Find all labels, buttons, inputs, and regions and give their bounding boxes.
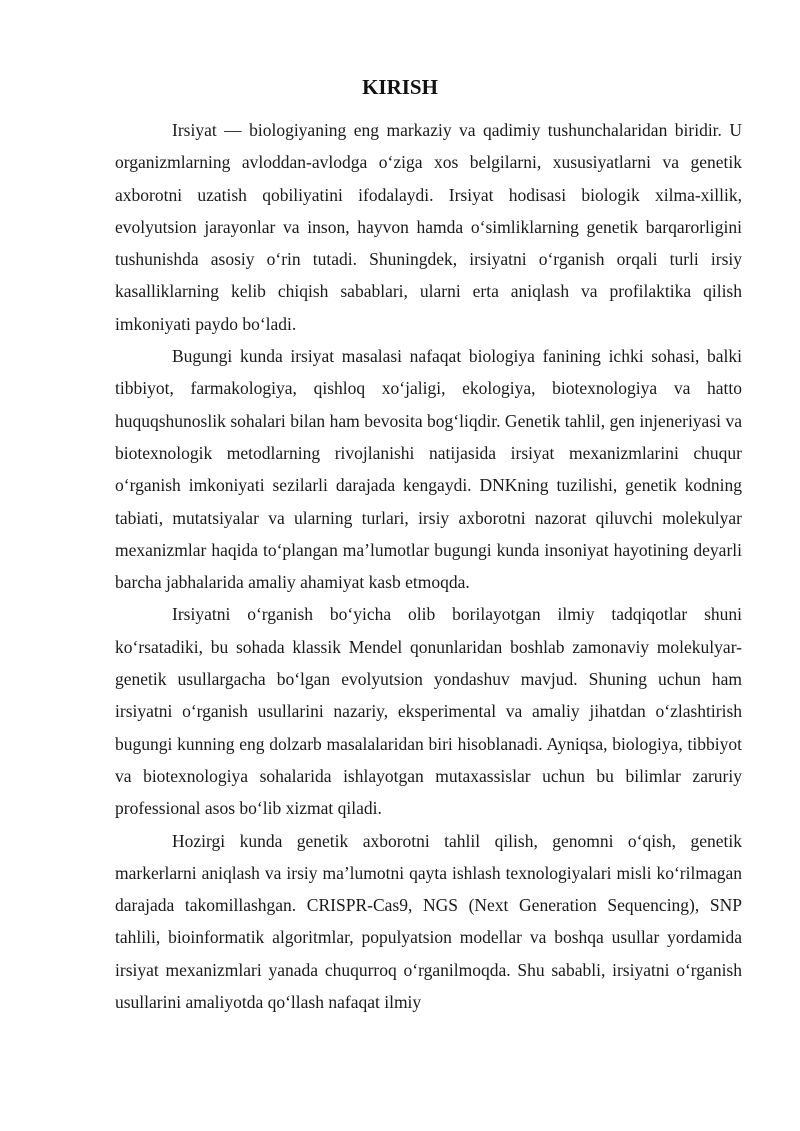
paragraph-3: Irsiyatni o‘rganish bo‘yicha olib borilayotgan ilmiy tadqiqotlar shuni ko‘rsatadiki, bu sohada klassik Mendel qonunlaridan boshlab zamonaviy molekulyar-genetik usullargacha bo‘lgan evolyutsion yondashuv mavjud. Shuning uchun ham irsiyatni o‘rganish usullarini nazariy, eksperimental va amaliy jihatdan o‘zlashtirish bugungi kunning eng dolzarb masalalaridan biri hisoblanadi. Ayniqsa, biologiya, tibbiyot va biotexnologiya sohalarida ishlayotgan mutaxassislar uchun bu bilimlar zaruriy professional asos bo‘lib xizmat qiladi. xyxy=(115,604,742,819)
paragraph-2: Bugungi kunda irsiyat masalasi nafaqat biologiya fanining ichki sohasi, balki tibbiyot, farmakologiya, qishloq xo‘jaligi, ekologiya, biotexnologiya va hatto huquqshunoslik sohalari bilan ham bevosita bog‘liqdir. Genetik tahlil, gen injeneriyasi va biotexnologik metodlarning rivojlanishi natijasida irsiyat mexanizmlarini chuqur o‘rganish imkoniyati sezilarli darajada kengaydi. DNKning tuzilishi, genetik kodning tabiati, mutatsiyalar va ularning turlari, irsiy axborotni nazorat qiluvchi molekulyar mexanizmlar haqida to‘plangan ma’lumotlar bugungi kunda insoniyat hayotining deyarli barcha jabhalarida amaliy ahamiyat kasb etmoqda. xyxy=(115,346,742,593)
page-title: KIRISH xyxy=(362,75,438,99)
paragraph-4: Hozirgi kunda genetik axborotni tahlil qilish, genomni o‘qish, genetik markerlarni aniqlash va irsiy ma’lumotni qayta ishlash texnologiyalari misli ko‘rilmagan darajada takomillashgan. CRISPR-Cas9, NGS (Next Generation Sequencing), SNP tahlili, bioinformatik algoritmlar, populyatsion modellar va boshqa usullar yordamida irsiyat mexanizmlari yanada chuqurroq o‘rganilmoqda. Shu sababli, irsiyatni o‘rganish usullarini amaliyotda qo‘llash nafaqat ilmiy xyxy=(115,830,742,1013)
paragraph-1: Irsiyat — biologiyaning eng markaziy va qadimiy tushunchalaridan biridir. U organizmlarning avloddan-avlodga o‘ziga xos belgilarni, xususiyatlarni va genetik axborotni uzatish qobiliyatini ifodalaydi. Irsiyat hodisasi biologik xilma-xillik, evolyutsion jarayonlar va inson, hayvon hamda o‘simliklarning genetik barqarorligini tushunishda asosiy o‘rin tutadi. Shuningdek, irsiyatni o‘rganish orqali turli irsiy kasalliklarning kelib chiqish sabablari, ularni erta aniqlash va profilaktika qilish imkoniyati paydo bo‘ladi. xyxy=(115,120,742,334)
document-body xyxy=(115,114,742,1018)
